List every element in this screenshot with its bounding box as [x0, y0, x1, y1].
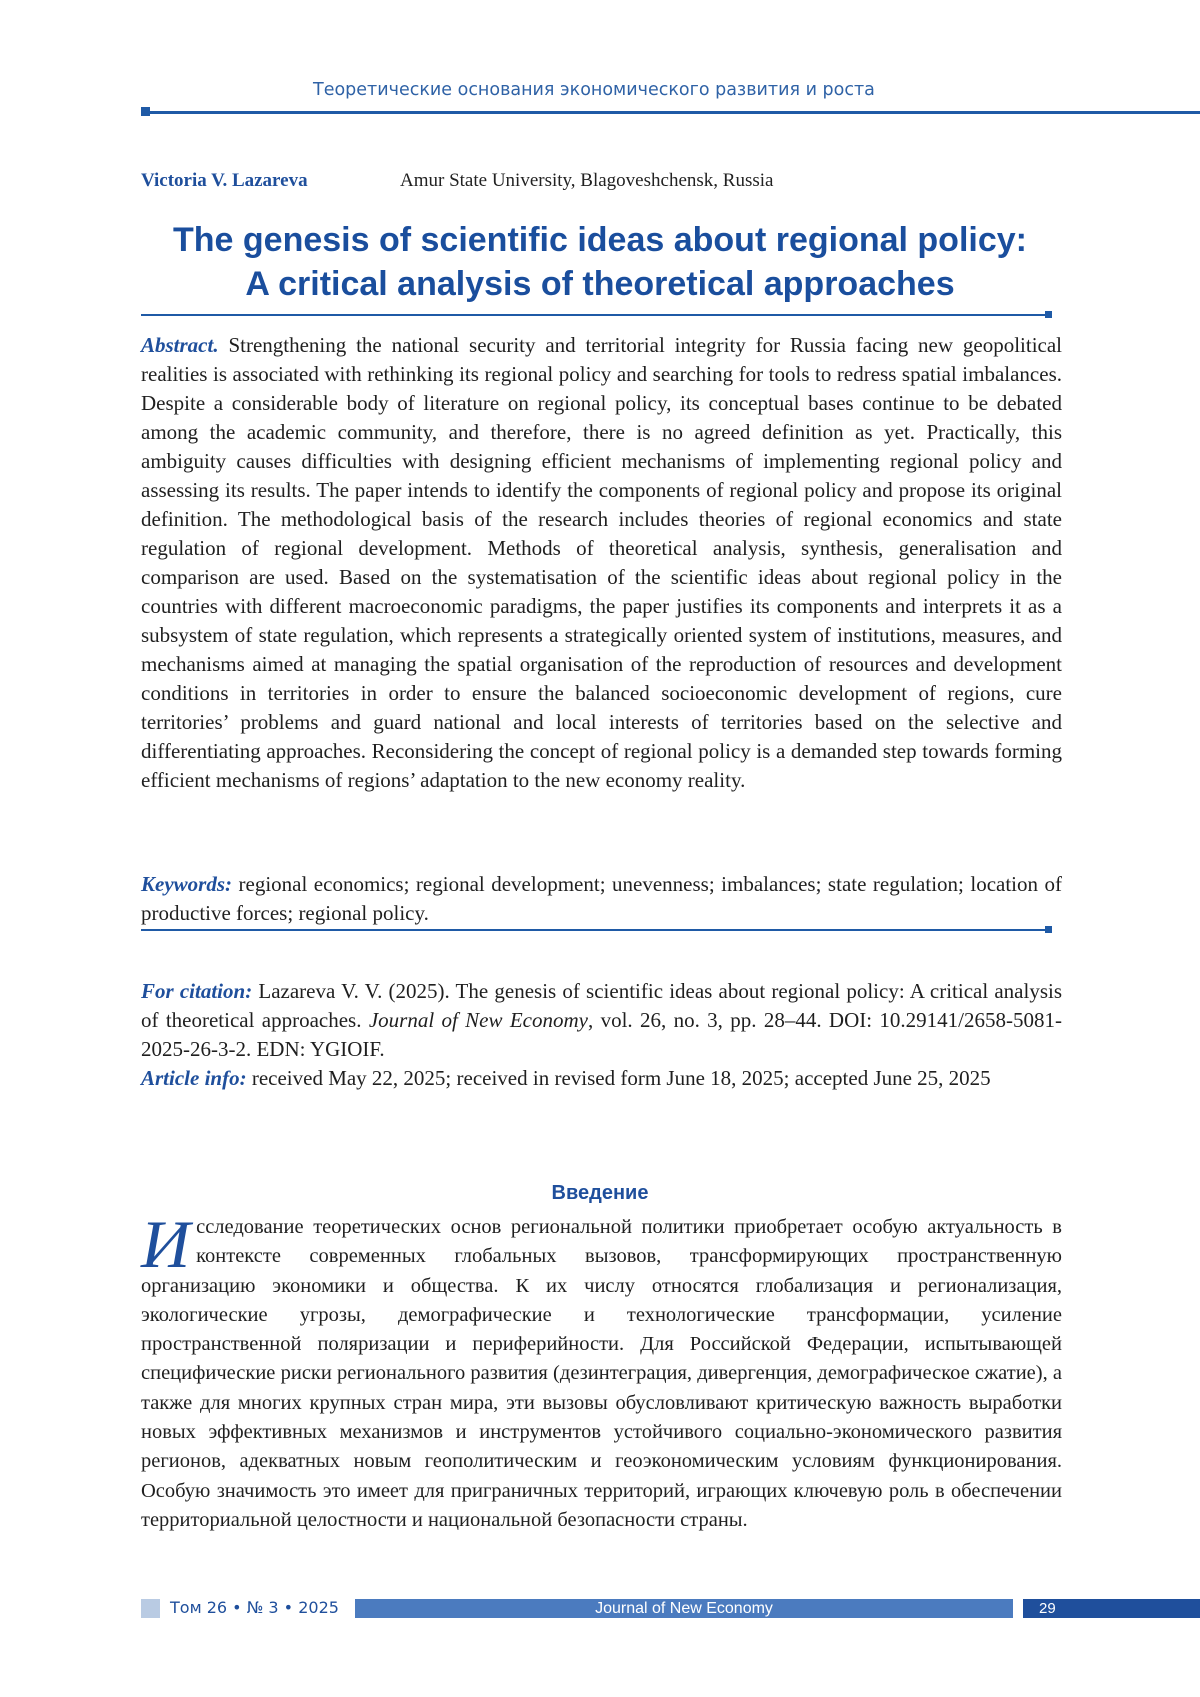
introduction-text: сследование теоретических основ региональной политики приобретает особую актуальность в контексте современных глобальных вызовов, трансформирующих пространственную организацию экономики и общества. К их числу относятся глобализация и регионализация, экологические угрозы, демографические и технологические трансформации, усиление пространственной поляризации и периферийности. Для Российской Федерации, испытывающей специфические риски регионального развития (дезинтеграция, дивергенция, демографическое сжатие), а также для многих крупных стран мира, эти вызовы обусловливают критическую важность выработки новых эффективных механизмов и инструментов устойчивого социально-экономического развития регионов, адекватных новым геополитическим и геоэкономическим условиям функционирования. Особую значимость это имеет для приграничных территорий, играющих ключевую роль в обеспечении территориальной целостности и национальной безопасности страны.	[141, 1216, 1062, 1531]
section-heading-introduction: Введение	[0, 1182, 1200, 1205]
abstract-top-rule-marker	[1045, 311, 1052, 318]
title-line-1: The genesis of scientific ideas about regional policy:	[120, 218, 1080, 262]
abstract-text: Strengthening the national security and territorial integrity for Russia facing new geopolitical realities is associated with rethinking its regional policy and searching for tools to redress spatial imbalances. Despite a considerable body of literature on regional policy, its conceptual bases continue to be debated among the academic community, and therefore, there is no agreed definition as yet. Practically, this ambiguity causes difficulties with designing efficient mechanisms of implementing regional policy and assessing its results. The paper intends to identify the components of regional policy and propose its original definition. The methodological basis of the research includes theories of regional economics and state regulation of regional development. Methods of theoretical analysis, synthesis, generalisation and comparison are used. Based on the systematisation of the scientific ideas about regional policy in the countries with different macroeconomic paradigms, the paper justifies its components and interprets it as a subsystem of state regulation, which represents a strategically oriented system of institutions, measures, and mechanisms aimed at managing the spatial organisation of the reproduction of resources and development conditions in territories in order to ensure the balanced socioeconomic development of regions, cure territories’ problems and guard national and local interests of territories based on the selective and differentiating approaches. Reconsidering the concept of regional policy is a demanded step towards forming efficient mechanisms of regions’ adaptation to the new economy reality.	[141, 333, 1062, 792]
author-name: Victoria V. Lazareva	[141, 170, 400, 192]
drop-cap: И	[141, 1217, 190, 1271]
citation-text: Lazareva V. V. (2025). The genesis of scientific ideas about regional policy: A critical analysis of theoretical approaches.	[141, 979, 1062, 1032]
keywords-text: regional economics; regional development; unevenness; imbalances; state regulation; location of productive forces; regional policy.	[141, 872, 1062, 925]
citation-label: For citation:	[141, 979, 252, 1003]
footer-volume: Том 26 • № 3 • 2025	[170, 1598, 339, 1617]
citation	[141, 977, 1062, 1064]
article-info	[141, 1064, 1062, 1093]
abstract-bottom-rule-marker	[1045, 926, 1052, 933]
author-row	[141, 170, 773, 192]
abstract	[141, 331, 1062, 795]
introduction-paragraph	[141, 1213, 1062, 1535]
abstract-top-rule	[141, 314, 1049, 316]
keywords-label: Keywords:	[141, 872, 232, 896]
footer-square-marker	[141, 1599, 160, 1618]
keywords	[141, 870, 1062, 928]
running-head: Теоретические основания экономического развития и роста	[313, 80, 875, 100]
article-info-text: received May 22, 2025; received in revised form June 18, 2025; accepted June 25, 2025	[252, 1066, 991, 1090]
citation-journal: Journal of New Economy	[369, 1008, 588, 1032]
title-line-2: A critical analysis of theoretical approaches	[120, 262, 1080, 306]
page-footer	[0, 1597, 1200, 1619]
header-rule	[147, 111, 1200, 114]
citation-details: , vol. 26, no. 3, pp. 28–44. DOI: 10.29141/2658-5081-2025-26-3-2. EDN: YGIOIF.	[141, 1008, 1062, 1061]
abstract-label: Abstract.	[141, 333, 219, 357]
abstract-bottom-rule	[141, 929, 1049, 931]
footer-journal-name: Journal of New Economy	[355, 1599, 1013, 1618]
article-info-label: Article info:	[141, 1066, 247, 1090]
author-affiliation: Amur State University, Blagoveshchensk, Russia	[400, 170, 773, 191]
page-number: 29	[1023, 1599, 1200, 1618]
article-title	[120, 218, 1080, 306]
